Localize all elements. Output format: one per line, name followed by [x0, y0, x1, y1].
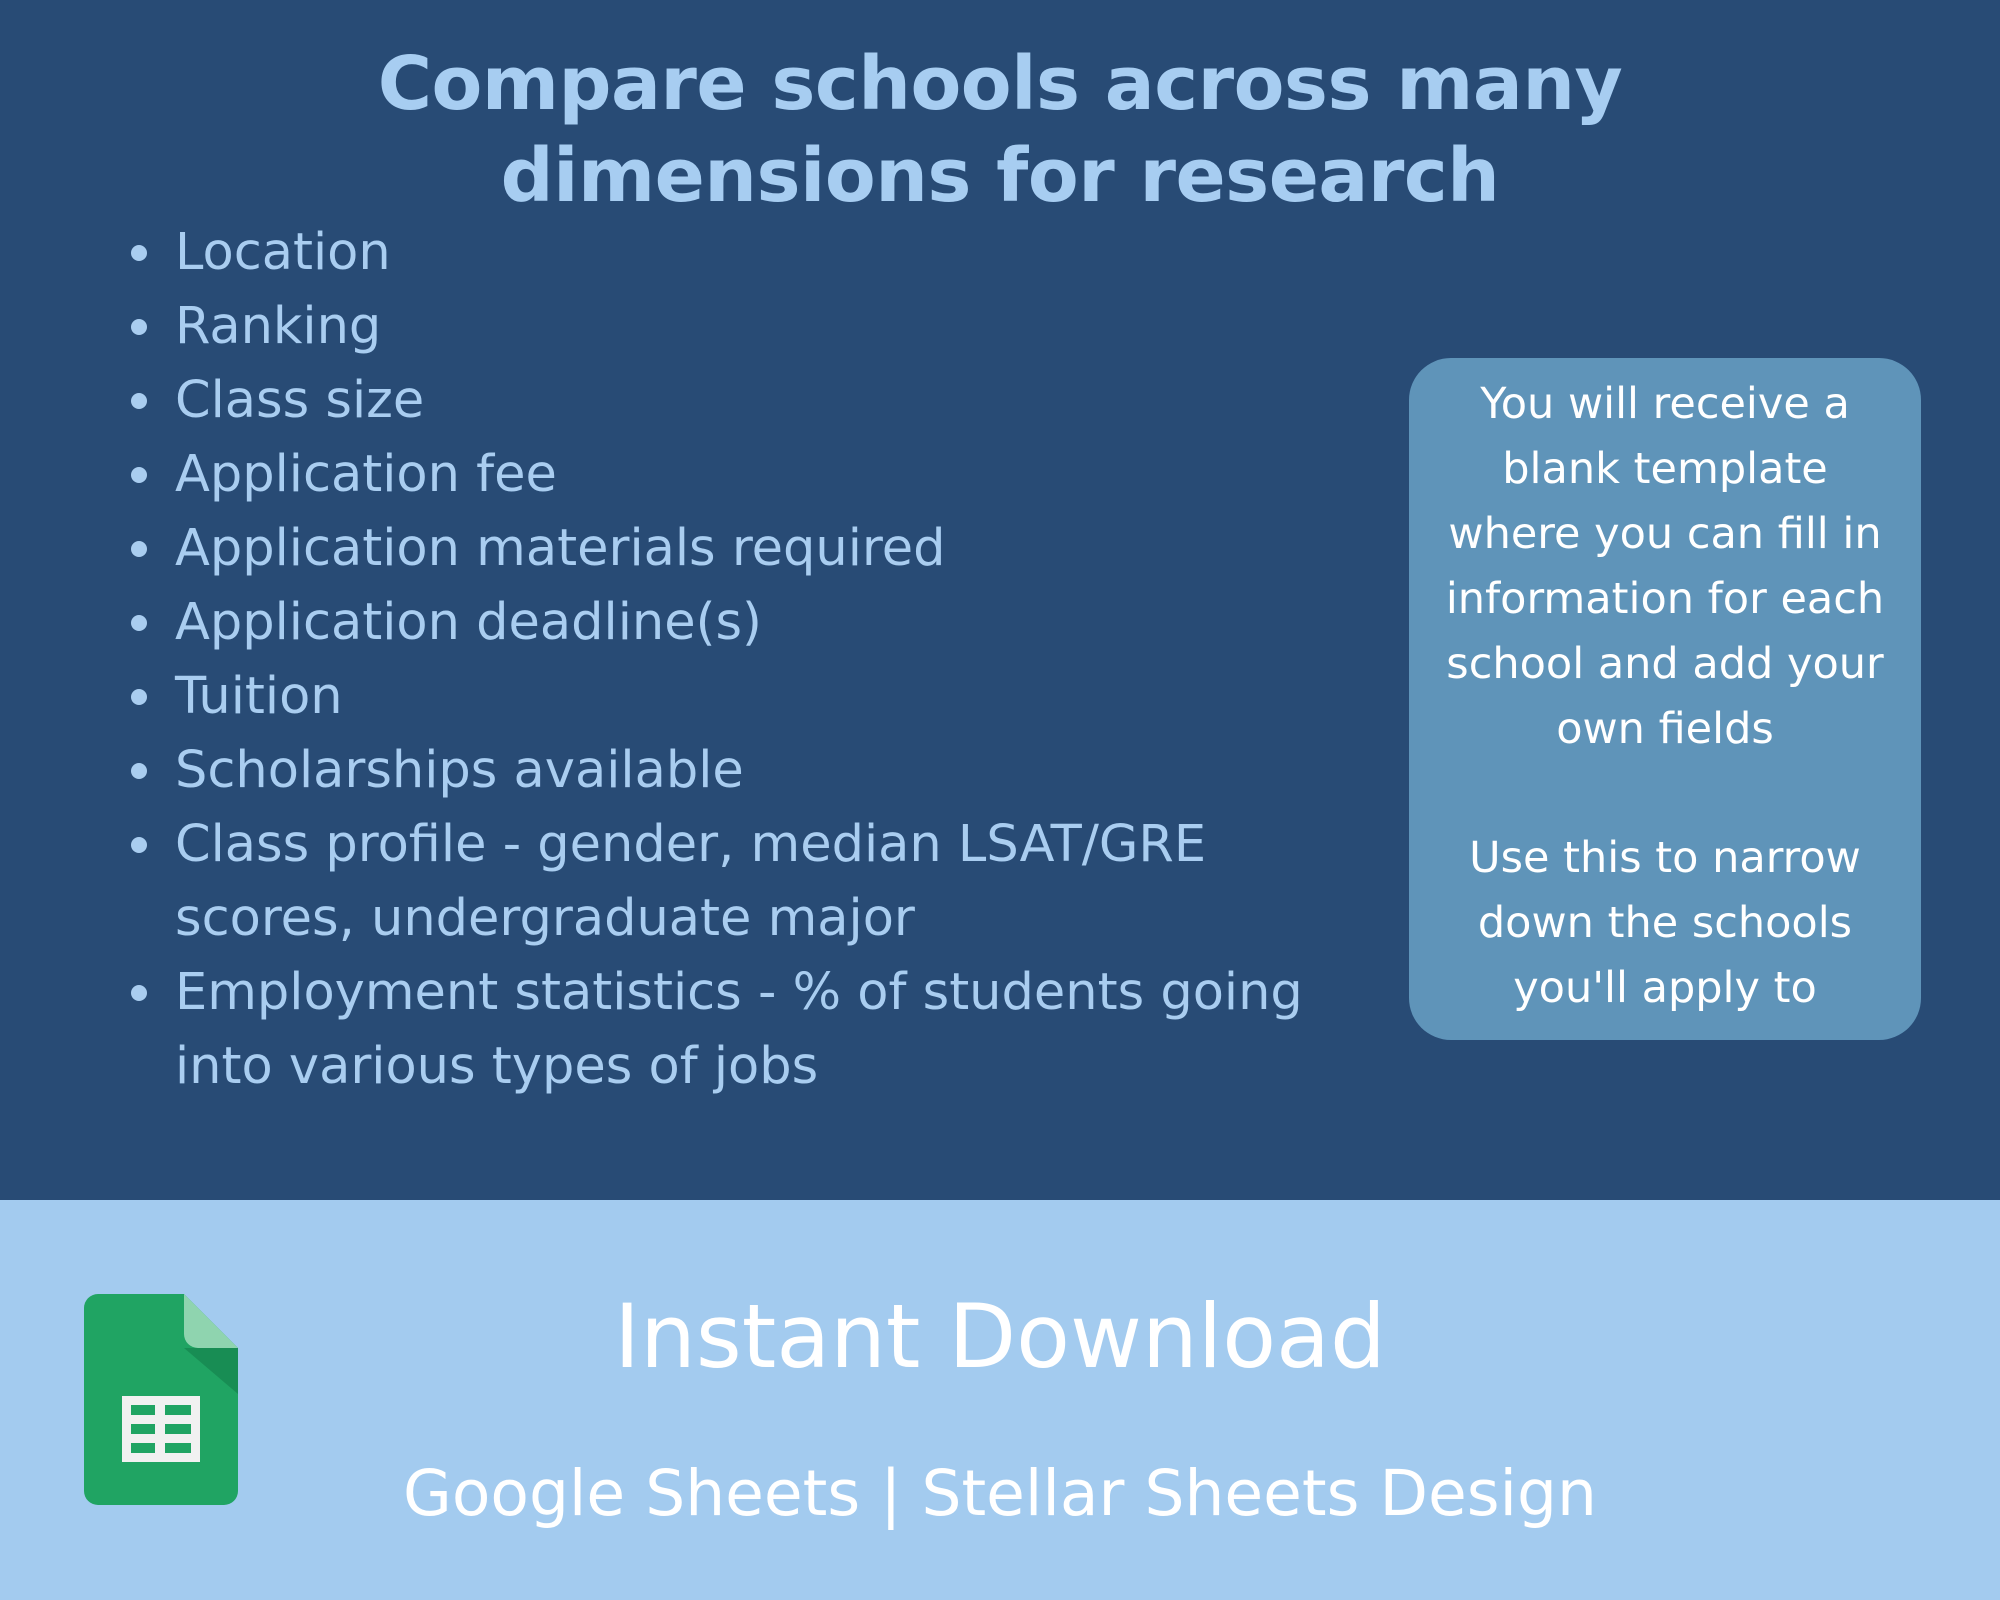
feature-item-tuition [123, 660, 1383, 734]
bottom-panel [0, 1200, 2000, 1600]
feature-text-line-1: Class profile - gender, median LSAT/GRE [175, 815, 1207, 874]
feature-text: Location [175, 223, 391, 282]
callout-line: own fields [1556, 704, 1774, 754]
bullet-icon [131, 393, 147, 409]
bullet-icon [131, 319, 147, 335]
feature-item-employment-statistics [123, 956, 1383, 1104]
feature-text: Ranking [175, 297, 382, 356]
bullet-icon [131, 763, 147, 779]
feature-text: Application materials required [175, 519, 946, 578]
feature-item-location [123, 216, 1383, 290]
bullet-icon [131, 467, 147, 483]
bullet-icon [131, 985, 147, 1001]
feature-item-ranking [123, 290, 1383, 364]
product-credits: Google Sheets | Stellar Sheets Design [403, 1457, 1597, 1530]
feature-item-class-profile [123, 808, 1383, 956]
callout-line: blank template [1502, 444, 1828, 494]
feature-text: Scholarships available [175, 741, 744, 800]
feature-text: Class size [175, 371, 425, 430]
feature-item-application-fee [123, 438, 1383, 512]
callout-line: down the schools [1477, 898, 1853, 948]
callout-line: you'll apply to [1513, 963, 1817, 1013]
feature-list [123, 216, 1383, 1104]
callout-spacer [1417, 762, 1913, 826]
bullet-icon [131, 245, 147, 261]
feature-text-line-1: Employment statistics - % of students going [175, 963, 1303, 1022]
feature-item-scholarships [123, 734, 1383, 808]
callout-line: where you can fill in [1448, 509, 1882, 559]
callout-line: You will receive a [1480, 379, 1850, 429]
headline-line-1: Compare schools across many [377, 41, 1623, 127]
instant-download-title: Instant Download [614, 1285, 1386, 1388]
feature-text-line-2: scores, undergraduate major [175, 889, 915, 948]
bullet-icon [131, 615, 147, 631]
feature-item-application-deadlines [123, 586, 1383, 660]
headline-line-2: dimensions for research [500, 133, 1500, 219]
bullet-icon [131, 837, 147, 853]
headline [0, 38, 2000, 222]
callout-line: school and add your [1446, 639, 1884, 689]
feature-text: Application deadline(s) [175, 593, 762, 652]
feature-item-class-size [123, 364, 1383, 438]
feature-text: Application fee [175, 445, 557, 504]
callout-line: information for each [1445, 574, 1885, 624]
feature-item-application-materials [123, 512, 1383, 586]
bullet-icon [131, 541, 147, 557]
bullet-icon [131, 689, 147, 705]
feature-text: Tuition [175, 667, 343, 726]
template-info-callout [1409, 358, 1921, 1040]
callout-line: Use this to narrow [1469, 833, 1861, 883]
feature-text-line-2: into various types of jobs [175, 1037, 819, 1096]
